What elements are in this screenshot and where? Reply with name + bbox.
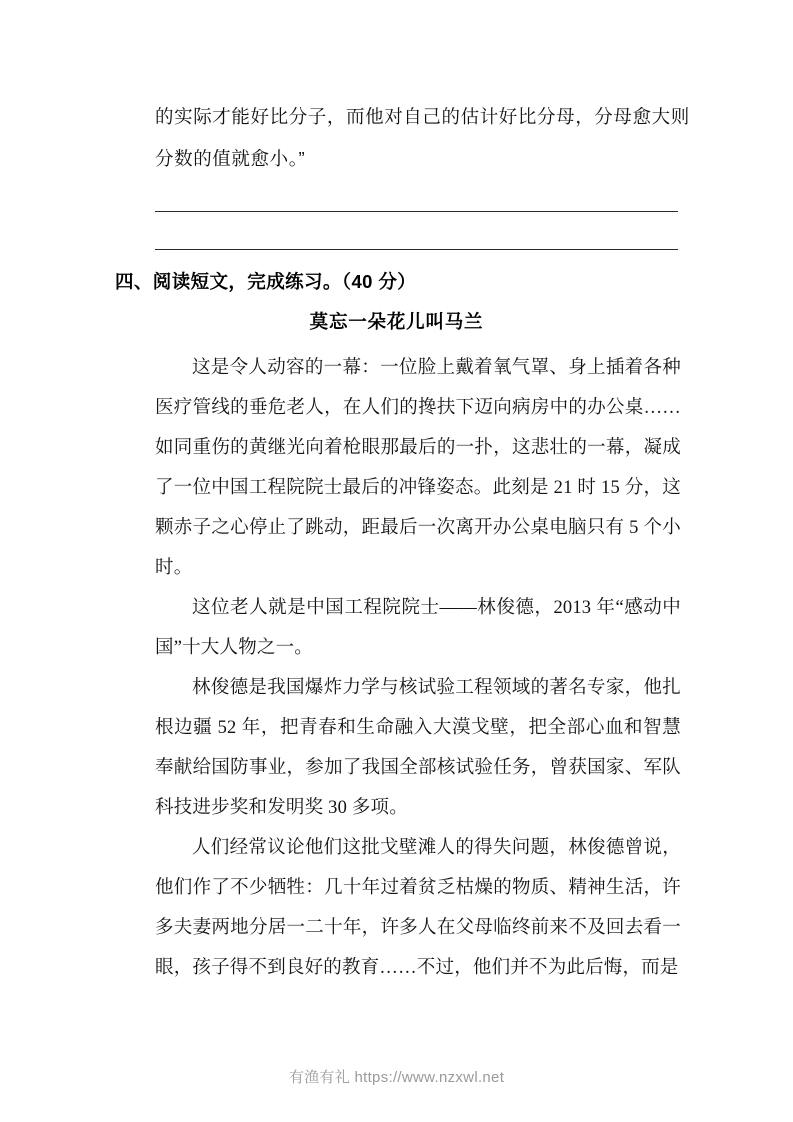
article-title: 莫忘一朵花儿叫马兰 bbox=[309, 311, 484, 332]
answer-line-1 bbox=[155, 211, 678, 212]
article-paragraph: 林俊德是我国爆炸力学与核试验工程领域的著名专家，他扎根边疆 52 年，把青春和生命融入大漠戈壁，把全部心血和智慧奉献给国防事业，参加了我国全部核试验任务，曾获国家、军队科技进步奖和发明奖 30 多项。 bbox=[155, 678, 681, 818]
continuation-text-block bbox=[155, 96, 690, 180]
answer-line-2 bbox=[155, 249, 678, 250]
article-body bbox=[155, 348, 681, 988]
section-heading: 四、阅读短文，完成练习。（40 分） bbox=[115, 271, 417, 292]
article-paragraph: 这是令人动容的一幕：一位脸上戴着氧气罩、身上插着各种医疗管线的垂危老人，在人们的搀扶下迈向病房中的办公桌……如同重伤的黄继光向着枪眼那最后的一扑，这悲壮的一幕，凝成了一位中国工程院院士最后的冲锋姿态。此刻是 21 时 15 分，这颗赤子之心停止了跳动，距最后一次离开办公桌电脑只有 5 个小时。 bbox=[155, 358, 681, 578]
footer-watermark: 有渔有礼 https://www.nzxwl.net bbox=[288, 1069, 505, 1086]
article-paragraph: 这位老人就是中国工程院院士——林俊德，2013 年“感动中国”十大人物之一。 bbox=[155, 598, 681, 658]
continuation-line-1: 的实际才能好比分子，而他对自己的估计好比分母，分母愈大则 bbox=[155, 106, 690, 127]
continuation-line-2: 分数的值就愈小。” bbox=[155, 148, 306, 169]
article-paragraph: 人们经常议论他们这批戈壁滩人的得失问题，林俊德曾说，他们作了不少牺牲：几十年过着贫乏枯燥的物质、精神生活，许多夫妻两地分居一二十年，许多人在父母临终前来不及回去看一眼，孩子得不到良好的教育……不过，他们并不为此后悔，而是 bbox=[155, 838, 681, 978]
